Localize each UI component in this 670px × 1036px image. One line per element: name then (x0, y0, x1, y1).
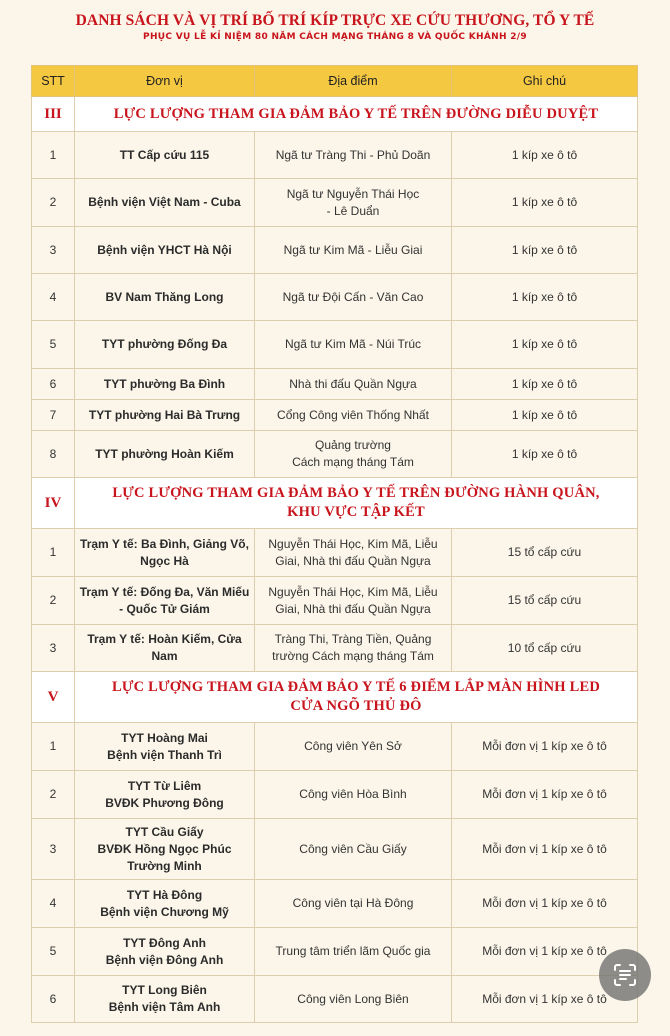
row-unit: TYT Cầu Giấy BVĐK Hồng Ngọc Phúc Trường Minh (75, 819, 255, 880)
document-subtitle: PHỤC VỤ LỄ KỈ NIỆM 80 NĂM CÁCH MẠNG THÁNG 8 VÀ QUỐC KHÁNH 2/9 (143, 32, 527, 42)
row-note: Mỗi đơn vị 1 kíp xe ô tô (452, 723, 638, 771)
row-unit: TYT phường Ba Đình (75, 369, 255, 400)
table-body (32, 97, 638, 1023)
row-note: Mỗi đơn vị 1 kíp xe ô tô (452, 976, 638, 1023)
section-row (32, 97, 638, 132)
row-note: 10 tổ cấp cứu (452, 625, 638, 672)
row-unit: TT Cấp cứu 115 (75, 132, 255, 179)
table-row (32, 723, 638, 771)
row-number: 3 (32, 625, 75, 672)
row-note: 1 kíp xe ô tô (452, 179, 638, 227)
row-unit: TYT Hà Đông Bệnh viện Chương Mỹ (75, 880, 255, 928)
row-place: Quảng trường Cách mạng tháng Tám (255, 431, 452, 478)
table-row (32, 880, 638, 928)
row-number: 5 (32, 928, 75, 976)
section-row (32, 478, 638, 529)
row-note: Mỗi đơn vị 1 kíp xe ô tô (452, 928, 638, 976)
table-row (32, 132, 638, 179)
row-unit: TYT phường Hoàn Kiếm (75, 431, 255, 478)
row-unit: TYT phường Hai Bà Trưng (75, 400, 255, 431)
row-place: Công viên Yên Sở (255, 723, 452, 771)
row-note: 1 kíp xe ô tô (452, 431, 638, 478)
table-row (32, 771, 638, 819)
scan-text-button[interactable] (599, 949, 651, 1001)
row-unit: BV Nam Thăng Long (75, 274, 255, 321)
row-place: Công viên Hòa Bình (255, 771, 452, 819)
section-number: IV (32, 478, 75, 529)
row-number: 2 (32, 577, 75, 625)
row-number: 1 (32, 132, 75, 179)
row-number: 2 (32, 771, 75, 819)
row-place: Cổng Công viên Thống Nhất (255, 400, 452, 431)
section-title: LỰC LƯỢNG THAM GIA ĐẢM BẢO Y TẾ TRÊN ĐƯỜNG HÀNH QUÂN, KHU VỰC TẬP KẾT (75, 478, 638, 529)
row-unit: TYT Từ Liêm BVĐK Phương Đông (75, 771, 255, 819)
table-row (32, 577, 638, 625)
row-place: Nguyễn Thái Học, Kim Mã, Liễu Giai, Nhà thi đấu Quần Ngựa (255, 577, 452, 625)
table-row (32, 819, 638, 880)
row-number: 4 (32, 274, 75, 321)
row-number: 6 (32, 369, 75, 400)
table-row (32, 529, 638, 577)
row-note: Mỗi đơn vị 1 kíp xe ô tô (452, 880, 638, 928)
column-header-stt: STT (32, 66, 75, 97)
row-place: Nhà thi đấu Quần Ngựa (255, 369, 452, 400)
table-row (32, 431, 638, 478)
row-note: Mỗi đơn vị 1 kíp xe ô tô (452, 819, 638, 880)
row-place: Nguyễn Thái Học, Kim Mã, Liễu Giai, Nhà thi đấu Quần Ngựa (255, 529, 452, 577)
row-place: Ngã tư Kim Mã - Liễu Giai (255, 227, 452, 274)
row-note: 15 tổ cấp cứu (452, 577, 638, 625)
row-note: 1 kíp xe ô tô (452, 321, 638, 369)
row-unit: Bệnh viện YHCT Hà Nội (75, 227, 255, 274)
row-unit: TYT Đông Anh Bệnh viện Đông Anh (75, 928, 255, 976)
row-place: Ngã tư Đội Cấn - Văn Cao (255, 274, 452, 321)
row-unit: Trạm Y tế: Đống Đa, Văn Miếu - Quốc Tử Giám (75, 577, 255, 625)
section-number: V (32, 672, 75, 723)
row-number: 3 (32, 227, 75, 274)
row-note: 15 tổ cấp cứu (452, 529, 638, 577)
row-place: Công viên Long Biên (255, 976, 452, 1023)
row-number: 5 (32, 321, 75, 369)
table-row (32, 928, 638, 976)
row-place: Công viên Cầu Giấy (255, 819, 452, 880)
row-note: 1 kíp xe ô tô (452, 400, 638, 431)
row-note: 1 kíp xe ô tô (452, 227, 638, 274)
row-unit: Trạm Y tế: Hoàn Kiếm, Cửa Nam (75, 625, 255, 672)
table-row (32, 369, 638, 400)
table-row (32, 321, 638, 369)
table-row (32, 625, 638, 672)
row-place: Trung tâm triển lãm Quốc gia (255, 928, 452, 976)
row-note: 1 kíp xe ô tô (452, 132, 638, 179)
column-header-note: Ghi chú (452, 66, 638, 97)
table-row (32, 400, 638, 431)
row-number: 7 (32, 400, 75, 431)
document-title: DANH SÁCH VÀ VỊ TRÍ BỐ TRÍ KÍP TRỰC XE CỨU THƯƠNG, TỔ Y TẾ (75, 12, 595, 29)
section-title: LỰC LƯỢNG THAM GIA ĐẢM BẢO Y TẾ 6 ĐIỂM LẮP MÀN HÌNH LED CỬA NGÕ THỦ ĐÔ (75, 672, 638, 723)
row-number: 1 (32, 529, 75, 577)
row-unit: Bệnh viện Việt Nam - Cuba (75, 179, 255, 227)
row-unit: TYT phường Đống Đa (75, 321, 255, 369)
row-place: Ngã tư Kim Mã - Núi Trúc (255, 321, 452, 369)
section-number: III (32, 97, 75, 132)
row-unit: TYT Long Biên Bệnh viện Tâm Anh (75, 976, 255, 1023)
row-number: 3 (32, 819, 75, 880)
row-note: 1 kíp xe ô tô (452, 274, 638, 321)
row-number: 4 (32, 880, 75, 928)
row-number: 2 (32, 179, 75, 227)
column-header-place: Địa điểm (255, 66, 452, 97)
row-number: 8 (32, 431, 75, 478)
table-row (32, 227, 638, 274)
row-place: Ngã tư Tràng Thi - Phủ Doãn (255, 132, 452, 179)
table-row (32, 274, 638, 321)
scan-text-icon (612, 962, 638, 988)
table-row (32, 976, 638, 1023)
section-row (32, 672, 638, 723)
section-title: LỰC LƯỢNG THAM GIA ĐẢM BẢO Y TẾ TRÊN ĐƯỜNG DIỄU DUYỆT (75, 97, 638, 132)
table-header-row (32, 66, 638, 97)
row-place: Ngã tư Nguyễn Thái Học - Lê Duẩn (255, 179, 452, 227)
row-place: Công viên tại Hà Đông (255, 880, 452, 928)
table-row (32, 179, 638, 227)
row-number: 6 (32, 976, 75, 1023)
row-note: 1 kíp xe ô tô (452, 369, 638, 400)
column-header-unit: Đơn vị (75, 66, 255, 97)
row-unit: TYT Hoàng Mai Bệnh viện Thanh Trì (75, 723, 255, 771)
assignment-table (31, 65, 638, 1023)
row-unit: Trạm Y tế: Ba Đình, Giảng Võ, Ngọc Hà (75, 529, 255, 577)
row-number: 1 (32, 723, 75, 771)
row-note: Mỗi đơn vị 1 kíp xe ô tô (452, 771, 638, 819)
row-place: Tràng Thi, Tràng Tiền, Quảng trường Cách mạng tháng Tám (255, 625, 452, 672)
